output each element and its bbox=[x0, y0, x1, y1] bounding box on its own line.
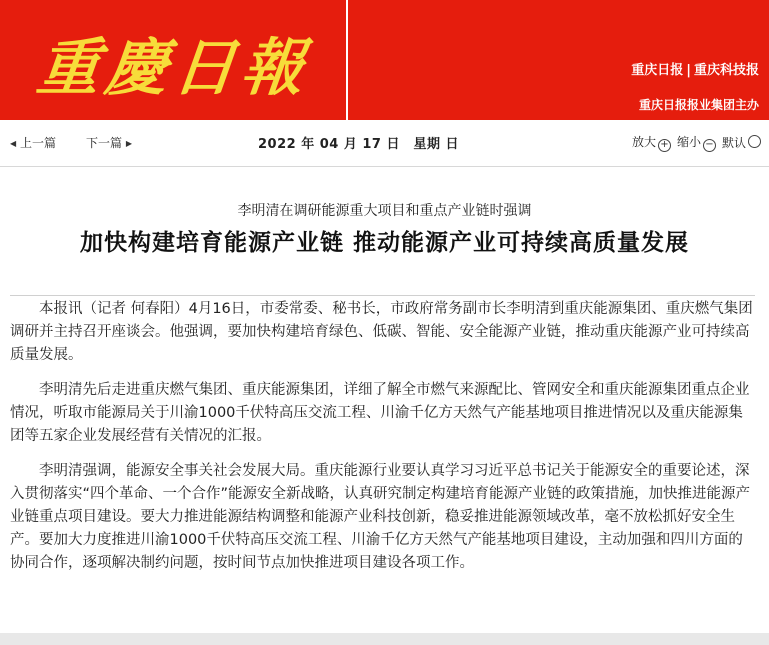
article-subtitle: 李明清在调研能源重大项目和重点产业链时强调 bbox=[237, 203, 532, 219]
publisher-label: 重庆日报报业集团主办 bbox=[638, 98, 759, 112]
article-paragraph: 本报讯（记者 何春阳）4月16日，市委常委、秘书长，市政府常务副市长李明清到重庆能源集团、重庆燃气集团调研并主持召开座谈会。他强调，要加快构建培育绿色、低碳、智能、安全能源产业链，推动重庆能源产业可持续高质量发展。 bbox=[10, 301, 753, 363]
next-article-label: 下一篇 bbox=[86, 136, 123, 150]
article-paragraph: 李明清先后走进重庆燃气集团、重庆能源集团，详细了解全市燃气来源配比、管网安全和重庆能源集团重点企业情况，听取市能源局关于川渝1000千伏特高压交流工程、川渝千亿方天然气产能基地项目推进情况以及重庆能源集团等五家企业发展经营有关情况的汇报。 bbox=[10, 382, 750, 444]
minus-circle-icon: − bbox=[703, 139, 716, 152]
logo-area[interactable] bbox=[0, 0, 346, 120]
link-chongqing-sci-tech[interactable]: 重庆科技报 bbox=[693, 63, 759, 78]
link-separator: | bbox=[686, 63, 691, 78]
bottom-scroll-area bbox=[0, 633, 769, 645]
zoom-default-button[interactable] bbox=[722, 134, 761, 151]
zoom-controls bbox=[632, 133, 761, 152]
zoom-default-label: 默认 bbox=[721, 136, 746, 150]
zoom-out-button[interactable] bbox=[677, 133, 716, 152]
circle-icon bbox=[748, 135, 761, 148]
zoom-out-label: 缩小 bbox=[676, 135, 701, 149]
article-body bbox=[10, 295, 755, 587]
paper-links bbox=[631, 59, 759, 78]
toolbar bbox=[0, 120, 769, 167]
article-paragraph: 李明清强调，能源安全事关社会发展大局。重庆能源行业要认真学习习近平总书记关于能源安全的重要论述，深入贯彻落实“四个革命、一个合作”能源安全新战略，认真研究制定构建培育能源产业链的政策措施，加快推进能源产业链重点项目建设。要大力推进能源结构调整和能源产业科技创新，稳妥推进能源领域改革，毫不放松抓好安全生产。要加大力度推进川渝1000千伏特高压交流工程、川渝千亿方天然气产能基地项目建设，主动加强和四川方面的协同合作，逐项解决制约问题，按时间节点加快推进项目建设各项工作。 bbox=[10, 463, 751, 571]
next-article-link[interactable] bbox=[86, 134, 132, 151]
prev-article-label: 上一篇 bbox=[19, 136, 56, 150]
prev-article-link[interactable] bbox=[10, 134, 56, 151]
masthead bbox=[0, 0, 769, 120]
newspaper-logo[interactable]: 重慶日報 bbox=[33, 31, 314, 104]
caret-right-icon: ▶ bbox=[125, 139, 132, 148]
plus-circle-icon: + bbox=[658, 139, 671, 152]
link-chongqing-daily[interactable]: 重庆日报 bbox=[631, 63, 684, 78]
zoom-in-label: 放大 bbox=[631, 135, 656, 149]
zoom-in-button[interactable] bbox=[632, 133, 671, 152]
article-title: 加快构建培育能源产业链 推动能源产业可持续高质量发展 bbox=[79, 230, 689, 256]
caret-left-icon: ◀ bbox=[10, 139, 17, 148]
issue-date: 2022 年 04 月 17 日 星期 日 bbox=[258, 137, 460, 152]
masthead-right bbox=[348, 0, 769, 120]
